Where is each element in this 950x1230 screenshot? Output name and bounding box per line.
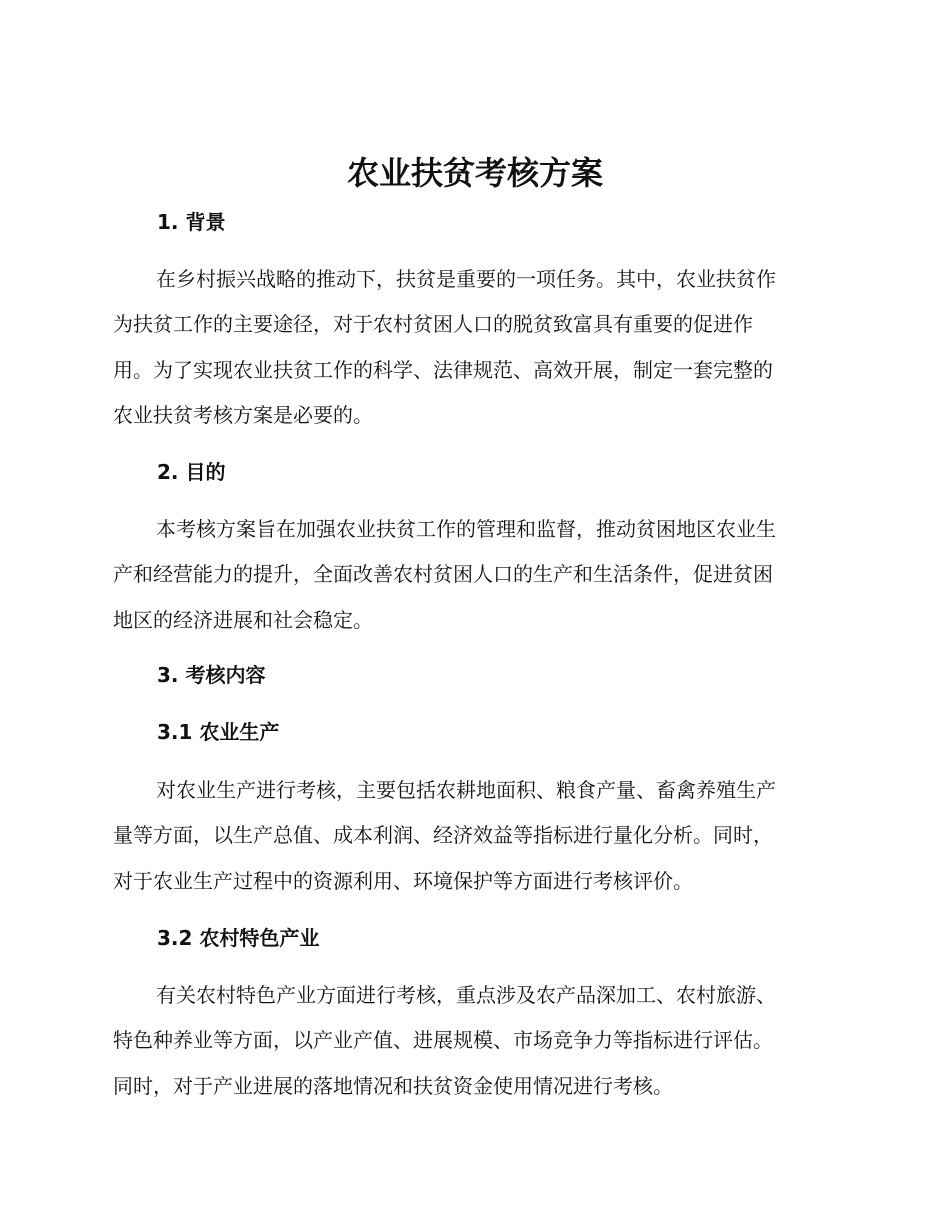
paragraph-agricultural-production	[113, 768, 833, 904]
text-line: 产和经营能力的提升，全面改善农村贫困人口的生产和生活条件，促进贫困	[113, 562, 773, 587]
text-line: 为扶贫工作的主要途径，对于农村贫困人口的脱贫致富具有重要的促进作	[113, 312, 753, 337]
text-line: 农业扶贫考核方案是必要的。	[113, 402, 373, 427]
section-heading-purpose: 2. 目的	[157, 460, 226, 484]
text-line: 量等方面，以生产总值、成本利润、经济效益等指标进行量化分析。同时，	[113, 823, 773, 848]
section-heading-assessment-content: 3. 考核内容	[157, 663, 266, 687]
paragraph-purpose	[113, 507, 833, 643]
text-line: 对于农业生产过程中的资源利用、环境保护等方面进行考核评价。	[113, 868, 693, 893]
paragraph-background	[113, 257, 833, 438]
text-line: 特色种养业等方面，以产业产值、进展规模、市场竞争力等指标进行评估。	[113, 1028, 773, 1053]
paragraph-rural-featured-industry	[113, 973, 833, 1109]
text-line: 用。为了实现农业扶贫工作的科学、法律规范、高效开展，制定一套完整的	[113, 357, 773, 382]
text-line: 同时，对于产业进展的落地情况和扶贫资金使用情况进行考核。	[113, 1073, 673, 1098]
section-heading-rural-featured-industry: 3.2 农村特色产业	[157, 926, 320, 950]
text-line: 对农业生产进行考核，主要包括农耕地面积、粮食产量、畜禽养殖生产	[156, 778, 776, 802]
document-title: 农业扶贫考核方案	[346, 154, 603, 192]
text-line: 本考核方案旨在加强农业扶贫工作的管理和监督，推动贫困地区农业生	[156, 517, 776, 541]
section-heading-agricultural-production: 3.1 农业生产	[157, 720, 280, 744]
text-line: 有关农村特色产业方面进行考核，重点涉及农产品深加工、农村旅游、	[156, 983, 776, 1007]
section-heading-background: 1. 背景	[157, 210, 226, 234]
text-line: 地区的经济进展和社会稳定。	[113, 607, 373, 632]
text-line: 在乡村振兴战略的推动下，扶贫是重要的一项任务。其中，农业扶贫作	[156, 267, 776, 291]
